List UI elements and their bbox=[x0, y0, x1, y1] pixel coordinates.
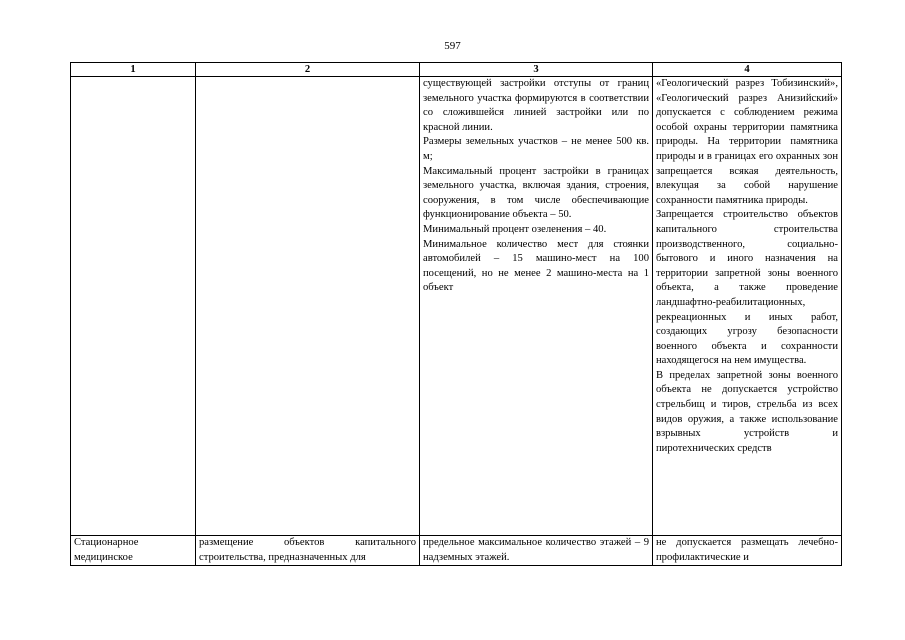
table-header-row bbox=[71, 63, 842, 77]
cell-use-type: Стационарное медицинское bbox=[71, 536, 196, 566]
cell-parameters bbox=[420, 77, 653, 536]
parameter-paragraph: существующей застройки отступы от границ земельного участка формируются в соответствии со сложившейся линией застройки или по красной линии. bbox=[423, 78, 649, 133]
restriction-paragraph: «Геологический разрез Тобизинский», «Геологический разрез Анизийский» допускается с соблюдением режима особой охраны территории памятника природы. На территории памятника природы и в границах его охранных зон запрещается всякая деятельность, влекущая за собой нарушение сохранности памятника природы. bbox=[656, 78, 838, 206]
parameter-paragraph: Размеры земельных участков – не менее 500 кв. м; bbox=[423, 136, 649, 162]
column-header-2: 2 bbox=[196, 63, 420, 77]
cell-parameters: предельное максимальное количество этажей – 9 надземных этажей. bbox=[420, 536, 653, 566]
column-header-1: 1 bbox=[71, 63, 196, 77]
parameter-paragraph: Максимальный процент застройки в границах земельного участка, включая здания, строения, сооружения, в том числе обеспечивающие функционирование объекта – 50. bbox=[423, 165, 649, 221]
column-header-4: 4 bbox=[653, 63, 842, 77]
restriction-paragraph: В пределах запретной зоны военного объекта не допускается устройство стрельбищ и тиров, стрельба из всех видов оружия, а также использование взрывных устройств и пиротехнических средств bbox=[656, 369, 838, 454]
cell-use-type bbox=[71, 77, 196, 536]
cell-use-description bbox=[196, 77, 420, 536]
cell-use-description: размещение объектов капитального строительства, предназначенных для bbox=[196, 536, 420, 566]
zoning-table bbox=[70, 62, 842, 566]
cell-restrictions bbox=[653, 77, 842, 536]
table-row bbox=[71, 77, 842, 536]
page-number: 597 bbox=[444, 40, 461, 52]
parameter-paragraph: Минимальный процент озеленения – 40. bbox=[423, 223, 607, 235]
parameter-paragraph: Минимальное количество мест для стоянки автомобилей – 15 машино-мест на 100 посещений, но не менее 2 машино-места на 1 объект bbox=[423, 238, 649, 294]
cell-restrictions: не допускается размещать лечебно-профилактические и bbox=[653, 536, 842, 566]
column-header-3: 3 bbox=[420, 63, 653, 77]
restriction-paragraph: Запрещается строительство объектов капитального строительства производственного, социально-бытового и иного назначения на территории запретной зоны военного объекта, а также проведение ландшафтно-реабилитационных, рекреационных и иных работ, создающих угрозу безопасности военного объекта и сохранности находящегося на нем имущества. bbox=[656, 209, 838, 367]
table-row bbox=[71, 536, 842, 566]
